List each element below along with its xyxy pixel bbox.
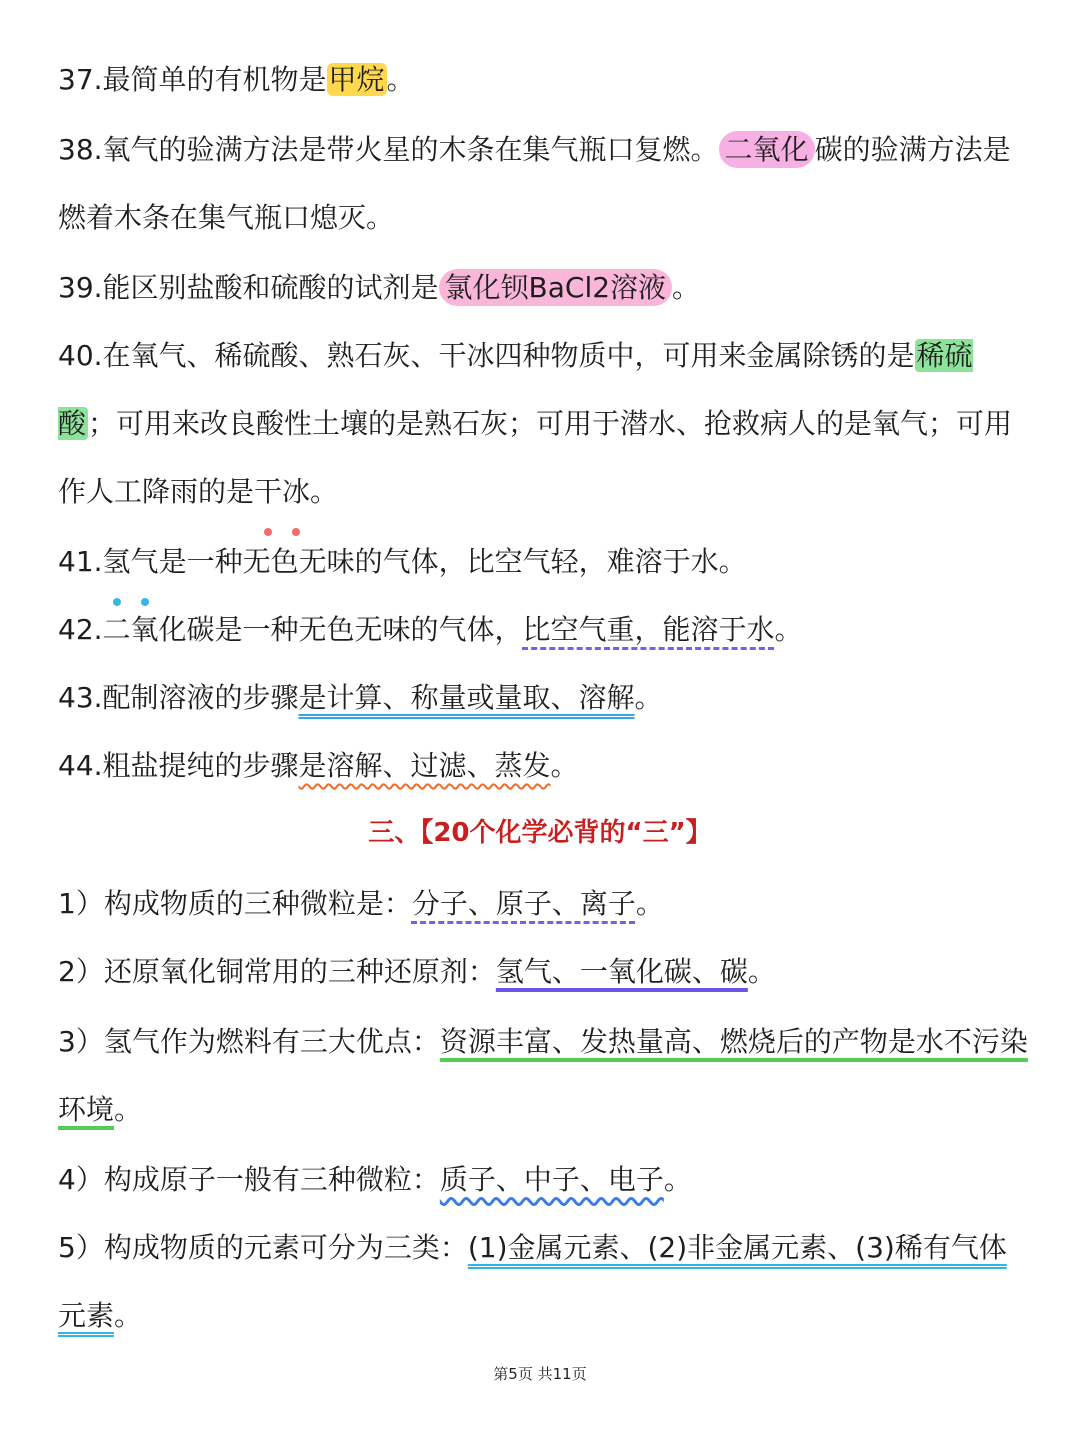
item-38-highlight: 二氧化: [719, 131, 815, 168]
list-item-1-end: 。: [635, 887, 664, 920]
item-43-text: 43.配制溶液的步骤: [58, 681, 299, 714]
emphasis-dot-char: 气: [131, 528, 159, 596]
item-44-underline: 是溶解、过滤、蒸发: [298, 749, 551, 782]
item-37-highlight: 甲烷: [328, 63, 385, 96]
emphasis-dot-char: 氢: [103, 528, 131, 596]
list-item-1-underline: 分子、原子、离子: [411, 887, 636, 920]
item-39: [58, 254, 1028, 322]
item-42-underline: 比空气重，能溶于水: [522, 613, 775, 646]
item-37: [58, 46, 1028, 114]
emphasis-dot-char: 干: [254, 458, 282, 526]
item-40-end: 。: [310, 475, 339, 508]
item-39-end: 。: [672, 271, 701, 304]
section-title: 三、【20个化学必背的“三”】: [368, 818, 712, 848]
item-37-text: 37.最简单的有机物是: [58, 63, 327, 96]
item-44-text: 44.粗盐提纯的步骤: [58, 749, 299, 782]
item-43-end: 。: [634, 681, 663, 714]
list-item-2: [58, 938, 1028, 1006]
list-item-3-underline: 资源丰富、发热量高、燃烧后的产物是水不污染环境: [58, 1025, 1028, 1126]
item-41-text: 是一种无色无味的气体，比空气轻，难溶于水。: [158, 545, 747, 578]
page-footer: 第5页 共11页: [493, 1365, 587, 1383]
item-41: [58, 528, 1028, 596]
list-item-5-text: 5）构成物质的元素可分为三类：: [58, 1231, 468, 1264]
item-42-end: 。: [774, 613, 803, 646]
list-item-2-text: 2）还原氧化铜常用的三种还原剂：: [58, 955, 496, 988]
list-item-3-end: 。: [114, 1093, 143, 1126]
item-37-end: 。: [386, 63, 415, 96]
list-item-4-underline: 质子、中子、电子: [439, 1163, 664, 1196]
item-43-underline: 是计算、称量或量取、溶解: [298, 681, 635, 714]
list-item-4-text: 4）构成原子一般有三种微粒：: [58, 1163, 440, 1196]
item-41-number: 41.: [58, 545, 103, 578]
list-item-2-underline: 氢气、一氧化碳、碳: [495, 955, 748, 988]
item-40-text-2: ；可用来改良酸性土壤的是熟石灰；可用于潜水、抢救病人的是氧气；可用作人工降雨的是: [58, 407, 1013, 508]
list-item-4-end: 。: [663, 1163, 692, 1196]
item-39-text: 39.能区别盐酸和硫酸的试剂是: [58, 271, 439, 304]
list-item-5: [58, 1214, 1028, 1350]
list-item-5-end: 。: [114, 1299, 143, 1332]
item-42-text: 42.二氧化碳是一种无色无味的气体，: [58, 613, 523, 646]
list-item-4: [58, 1146, 1028, 1214]
item-42: [58, 596, 1028, 664]
item-38-text-2: 碳的验满方法是燃着木条在集气瓶口熄灭。: [58, 133, 1011, 234]
item-44: [58, 732, 1028, 800]
item-38-text: 38.氧气的验满方法是带火星的木条在集气瓶口复燃。: [58, 133, 719, 166]
item-40-highlight: 稀硫酸: [58, 339, 973, 440]
emphasis-dot-char: 冰: [282, 458, 310, 526]
item-38: [58, 116, 1028, 252]
list-item-3-text: 3）氢气作为燃料有三大优点：: [58, 1025, 440, 1058]
item-44-end: 。: [550, 749, 579, 782]
list-item-1: [58, 870, 1028, 938]
item-43: [58, 664, 1028, 732]
list-item-5-underline: (1)金属元素、(2)非金属元素、(3)稀有气体元素: [58, 1231, 1007, 1332]
item-40: [58, 322, 1028, 526]
list-item-1-text: 1）构成物质的三种微粒是：: [58, 887, 412, 920]
list-item-2-end: 。: [747, 955, 776, 988]
list-item-3: [58, 1008, 1028, 1144]
item-39-highlight: 氯化钡BaCl2溶液: [439, 269, 673, 306]
item-40-text: 40.在氧气、稀硫酸、熟石灰、干冰四种物质中，可用来金属除锈的是: [58, 339, 915, 372]
